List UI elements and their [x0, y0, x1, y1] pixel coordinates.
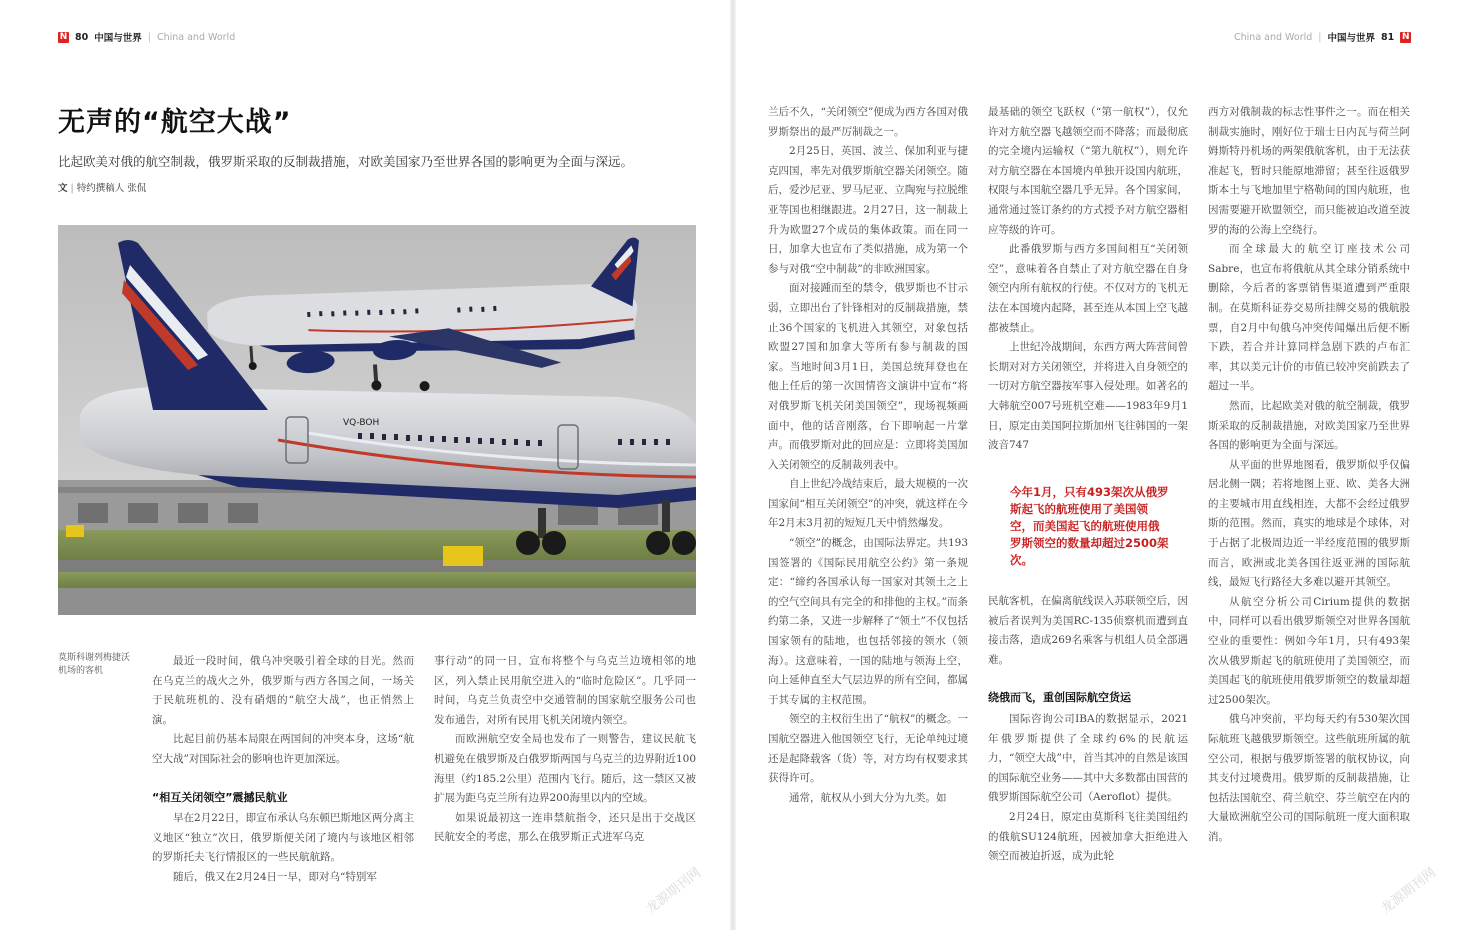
paragraph: “领空”的概念，由国际法界定。共193国签署的《国际民用航空公约》第一条规定：“缔约各国承认每一国家对其领土之上的空气空间具有完全的和排他的主权。”而条约第二条，又进一步解释了“领土”不仅包括国家领有的陆地，也包括邻接的领水（领海）。这意味着，一国的陆地与领海上空，向上延伸直至大气层边界的所有空间，都属于其专属的主权范围。 — [768, 537, 968, 706]
paragraph: 而全球最大的航空订座技术公司Sabre，也宣布将俄航从其全球分销系统中删除，今后者的客票销售渠道遭到严重限制。在莫斯科证券交易所挂牌交易的俄航股票，自2月中旬俄乌冲突传闻爆出后便不断下跌，若合并计算同样急剧下跌的卢布汇率，其以美元计价的市值已较冲突前跌去了超过一半。 — [1208, 243, 1410, 393]
page-gutter — [730, 0, 736, 930]
article-byline: 文 | 特约撰稿人 张侃 — [58, 183, 147, 194]
header-divider: | — [1318, 31, 1322, 43]
article-column-3 — [768, 103, 968, 808]
section-title-en-left: China and World — [156, 31, 236, 43]
section-heading: “相互关闭领空”震撼民航业 — [152, 790, 288, 804]
paragraph: 自上世纪冷战结束后，最大规模的一次国家间“相互关闭领空”的冲突，就这样在今年2月末3月初的短短几天中悄然爆发。 — [768, 478, 968, 530]
article-headline: 无声的“航空大战” — [58, 107, 292, 138]
paragraph: 早在2月22日，即宣布承认乌东顿巴斯地区两分离主义地区“独立”次日，俄罗斯便关闭了境内与该地区相邻的罗斯托夫飞行情报区的一些民航航路。 — [152, 812, 414, 864]
paragraph: 兰后不久，“关闭领空”便成为西方各国对俄罗斯祭出的最严厉制裁之一。 — [768, 106, 968, 138]
article-photo — [58, 225, 696, 615]
section-title-en-right: China and World — [1234, 31, 1313, 43]
article-column-1 — [152, 652, 414, 888]
paragraph: 事行动”的同一日，宣布将整个与乌克兰边境相邻的地区，列入禁止民用航空进入的“临时危险区”。几乎同一时间，乌克兰负责空中交通管制的国家航空服务公司也发布通告，对所有民用飞机关闭境内领空。 — [434, 655, 696, 726]
paragraph: 2月25日，英国、波兰、保加利亚与捷克四国，率先对俄罗斯航空器关闭领空。随后，爱沙尼亚、罗马尼亚、立陶宛与拉脱维亚等国也相继跟进。2月27日，这一制裁上升为欧盟27个成员的集体政策。而在同一日，加拿大也宣布了类似措施，成为第一个参与对俄“空中制裁”的非欧洲国家。 — [768, 145, 968, 275]
byline-author: 特约撰稿人 张侃 — [76, 183, 147, 194]
paragraph: 俄乌冲突前，平均每天约有530架次国际航班飞越俄罗斯领空。这些航班所属的航空公司，根据与俄罗斯签署的航权协议，向其支付过境费用。俄罗斯的反制裁措施，让包括法国航空、荷兰航空、芬兰航空在内的大量欧洲航空公司的国际航班一度大面积取消。 — [1208, 713, 1410, 843]
watermark: 龙源期刊网 — [1378, 865, 1439, 917]
paragraph: 西方对俄制裁的标志性事件之一。而在相关制裁实施时，刚好位于瑞士日内瓦与荷兰阿姆斯特丹机场的两架俄航客机，由于无法获准起飞，暂时只能原地滞留；甚至往返俄罗斯本土与飞地加里宁格勒间的国内航班，也因需要避开欧盟领空，而只能被迫改道至波罗的海的公海上空绕行。 — [1208, 106, 1410, 236]
section-heading: 绕俄而飞，重创国际航空货运 — [988, 691, 1131, 705]
paragraph: 最近一段时间，俄乌冲突吸引着全球的目光。然而在乌克兰的战火之外，俄罗斯与西方各国之间，一场关于民航班机的、没有硝烟的“航空大战”，也正悄然上演。 — [152, 655, 414, 726]
page-number-right: 81 — [1381, 31, 1395, 43]
byline-prefix: 文 — [58, 183, 68, 194]
paragraph: 2月24日，原定由莫斯科飞往美国纽约的俄航SU124航班，因被加拿大拒绝进入领空而被迫折返，成为此轮 — [988, 810, 1188, 863]
airliners-photo — [58, 225, 696, 615]
article-column-4 — [988, 103, 1188, 456]
article-column-4-continued — [988, 592, 1188, 867]
paragraph: 从平面的世界地图看，俄罗斯似乎仅偏居北侧一隅；若将地图上亚、欧、美各大洲的主要城市用直线相连，大都不会经过俄罗斯的范围。然而，真实的地球是个球体，对于占据了北极周边近一半经度范围的俄罗斯而言，欧洲或北美各国往返亚洲的国际航线，最短飞行路径大多难以避开其领空。 — [1208, 458, 1410, 589]
paragraph: 然而，比起欧美对俄的航空制裁，俄罗斯采取的反制裁措施，对欧美国家乃至世界各国的影响更为全面与深远。 — [1208, 399, 1410, 452]
section-title-left: 中国与世界 — [94, 33, 142, 44]
magazine-logo-icon: N — [59, 31, 68, 42]
article-column-5 — [1208, 103, 1410, 848]
right-page-header — [1234, 30, 1411, 44]
magazine-logo-icon: N — [1401, 31, 1410, 42]
paragraph: 此番俄罗斯与西方多国间相互“关闭领空”，意味着各自禁止了对方航空器在自身领空内所有航权的行使。不仅对方的飞机无法在本国境内起降，甚至连从本国上空飞越都被禁止。 — [988, 243, 1188, 334]
aircraft-registration: VQ-BOH — [343, 418, 380, 428]
header-divider: | — [147, 31, 151, 43]
section-title-right: 中国与世界 — [1327, 33, 1375, 44]
pull-quote: 今年1月，只有493架次从俄罗斯起飞的航班使用了美国领空，而美国起飞的航班使用俄罗斯领空的数量却超过2500架次。 — [1010, 485, 1169, 567]
left-page-header — [58, 30, 235, 44]
paragraph: 最基础的领空飞跃权（“第一航权”），仅允许对方航空器飞越领空而不降落；而最彻底的完全境内运输权（“第九航权”），则允许对方航空器在本国境内单独开设国内航班，权限与本国航空器几乎无异。各个国家间，通常通过签订条约的方式授予对方航空器相应等级的许可。 — [988, 106, 1188, 236]
paragraph: 比起目前仍基本局限在两国间的冲突本身，这场“航空大战”对国际社会的影响也许更加深远。 — [152, 733, 414, 765]
paragraph: 通常，航权从小到大分为九类。如 — [789, 791, 947, 804]
paragraph: 而欧洲航空安全局也发布了一则警告，建议民航飞机避免在俄罗斯及白俄罗斯两国与乌克兰的边界附近100海里（约185.2公里）范围内飞行。随后，这一禁区又被扩展为距乌克兰所有边界200海里以内的空域。 — [434, 733, 696, 805]
paragraph: 面对接踵而至的禁令，俄罗斯也不甘示弱，立即出台了针锋相对的反制裁措施，禁止36个国家的飞机进入其领空，对象包括欧盟27国和加拿大等所有参与制裁的国家。当地时间3月1日，美国总统拜登也在他上任后的第一次国情咨文演讲中宣布“将对俄罗斯飞机关闭美国领空”，现场视频画面中，他的话音刚落，台下即响起一片掌声。而俄罗斯对此的回应是：立即将美国加入关闭领空的反制裁列表中。 — [768, 282, 968, 471]
article-column-2 — [434, 652, 696, 848]
paragraph: 如果说最初这一连串禁航指令，还只是出于交战区民航安全的考虑，那么在俄罗斯正式进军乌克 — [434, 811, 696, 844]
photo-caption: 莫斯科谢列梅捷沃机场的客机 — [58, 653, 131, 676]
article-dek: 比起欧美对俄的航空制裁，俄罗斯采取的反制裁措施，对欧美国家乃至世界各国的影响更为全面与深远。 — [58, 154, 634, 169]
paragraph: 随后，俄又在2月24日一早，即对乌“特别军 — [173, 870, 377, 883]
paragraph: 领空的主权衍生出了“航权”的概念。一国航空器进入他国领空飞行，无论单纯过境还是起降载客（货）等，对方均有权要求其获得许可。 — [768, 713, 968, 785]
paragraph: 上世纪冷战期间，东西方两大阵营间曾长期对对方关闭领空，并将进入自身领空的一切对方航空器按军事入侵处理。如著名的大韩航空007号班机空难——1983年9月1日，原定由美国阿拉斯加州飞往韩国的一架波音747 — [988, 341, 1188, 452]
watermark: 龙源期刊网 — [643, 865, 704, 917]
page-number-left: 80 — [75, 31, 89, 43]
paragraph: 民航客机，在偏离航线误入苏联领空后，因被后者误判为美国RC-135侦察机而遭到直接击落，造成269名乘客与机组人员全部遇难。 — [988, 595, 1188, 666]
paragraph: 国际咨询公司IBA的数据显示，2021年俄罗斯提供了全球约6%的民航运力，“领空大战”中，首当其冲的自然是该国的国际航空业务——其中大多数都由国营的俄罗斯国际航空公司（Aeroflot）提供。 — [988, 712, 1188, 804]
paragraph: 从航空分析公司Cirium提供的数据中，同样可以看出俄罗斯领空对世界各国航空业的重要性：例如今年1月，只有493架次从俄罗斯起飞的航班使用了美国领空，而美国起飞的航班使用俄罗斯领空的数量却超过2500架次。 — [1208, 595, 1410, 706]
